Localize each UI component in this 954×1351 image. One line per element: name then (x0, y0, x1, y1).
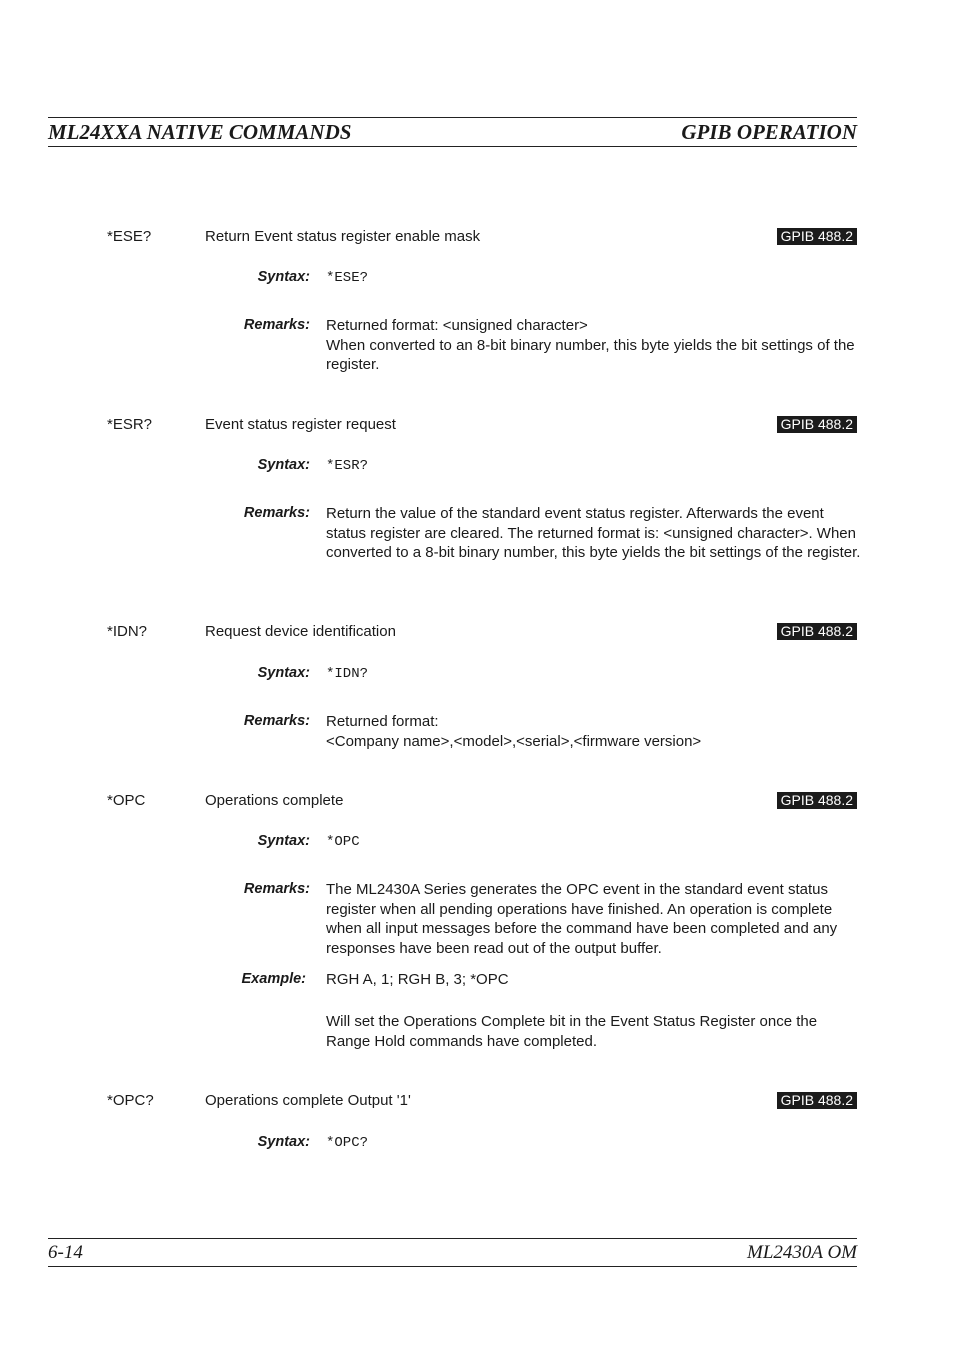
example-text: RGH A, 1; RGH B, 3; *OPC (326, 971, 509, 988)
command-description: Request device identification (205, 623, 396, 640)
example-label: Example: (241, 971, 306, 987)
remarks-label: Remarks: (243, 317, 310, 333)
gpib-badge: GPIB 488.2 (777, 228, 857, 245)
gpib-badge: GPIB 488.2 (777, 1092, 857, 1109)
remarks-label: Remarks: (243, 505, 310, 521)
command-name: *OPC (107, 792, 146, 809)
example-note: Will set the Operations Complete bit in the Event Status Register once the Range Hold commands have completed. (326, 1013, 818, 1050)
page-header (48, 117, 857, 147)
manual-title: ML2430A OM (747, 1242, 857, 1263)
syntax-value: *OPC? (326, 1135, 369, 1151)
syntax-value: *IDN? (326, 666, 369, 682)
remarks-label: Remarks: (243, 713, 310, 729)
command-name: *ESE? (107, 228, 152, 245)
gpib-badge: GPIB 488.2 (777, 416, 857, 433)
header-section-title: ML24XXA NATIVE COMMANDS (48, 120, 352, 144)
syntax-label: Syntax: (257, 665, 310, 681)
command-description: Return Event status register enable mask (205, 228, 481, 245)
remarks-text: Returned format: <Company name>,<model>,<serial>,<firmware version> (326, 713, 702, 750)
syntax-value: *ESR? (326, 458, 369, 474)
command-description: Operations complete Output '1' (205, 1092, 411, 1109)
command-name: *OPC? (107, 1092, 154, 1109)
syntax-label: Syntax: (257, 269, 310, 285)
remarks-text: Returned format: <unsigned character> When converted to an 8-bit binary number, this byte yields the bit settings of the register. (326, 317, 855, 373)
page-number: 6-14 (48, 1242, 83, 1263)
command-name: *IDN? (107, 623, 148, 640)
command-description: Operations complete (205, 792, 344, 809)
page-footer (48, 1238, 857, 1267)
remarks-label: Remarks: (243, 881, 310, 897)
syntax-label: Syntax: (257, 1134, 310, 1150)
syntax-value: *OPC (326, 834, 360, 850)
header-chapter-title: GPIB OPERATION (681, 120, 857, 144)
remarks-text: Return the value of the standard event status register. Afterwards the event status register are cleared. The returned format is: <unsigned character>. When converted to a 8-bit binary number, this byte yields the bit settings of the register. (326, 505, 861, 561)
remarks-text: The ML2430A Series generates the OPC event in the standard event status register when all pending operations have finished. An operation is complete when all input messages before the command have been completed and any responses have been read out of the output buffer. (326, 881, 838, 957)
syntax-label: Syntax: (257, 833, 310, 849)
gpib-badge: GPIB 488.2 (777, 623, 857, 640)
command-name: *ESR? (107, 416, 153, 433)
syntax-value: *ESE? (326, 270, 369, 286)
command-description: Event status register request (205, 416, 396, 433)
gpib-badge: GPIB 488.2 (777, 792, 857, 809)
syntax-label: Syntax: (257, 457, 310, 473)
